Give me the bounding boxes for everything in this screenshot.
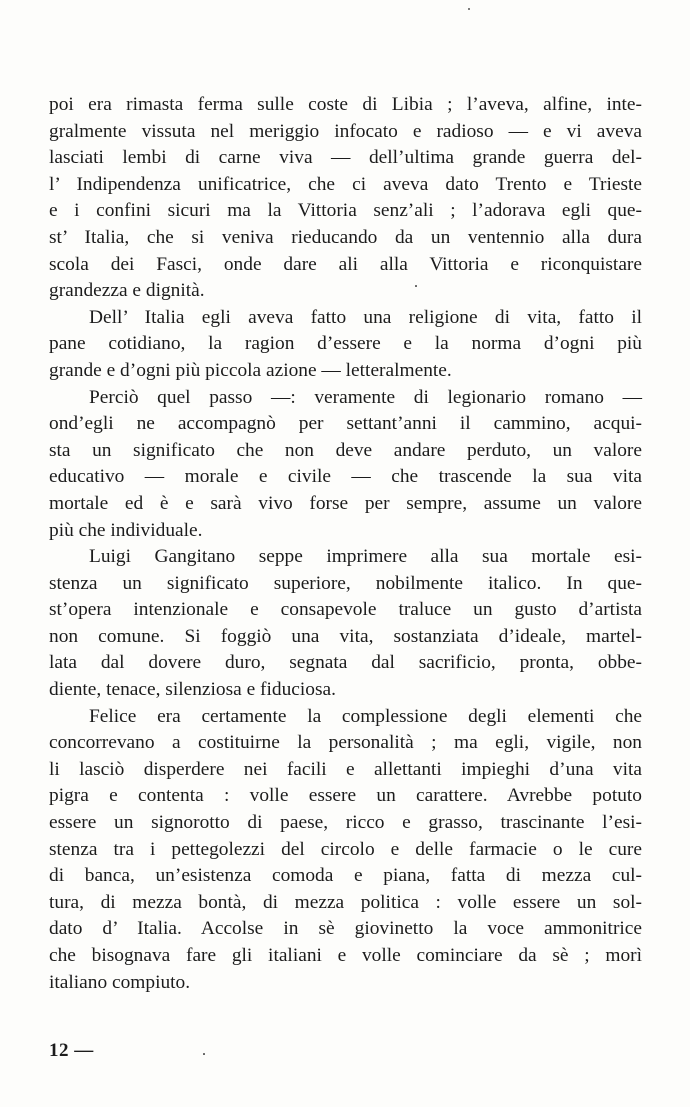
text-line: l’ Indipendenza unificatrice, che ci aveva dato Trento e Trieste (49, 173, 642, 195)
text-line: stenza tra i pettegolezzi del circolo e delle farmacie o le cure (49, 838, 642, 860)
text-line: gralmente vissuta nel meriggio infocato e radioso — e vi aveva (49, 120, 642, 142)
text-line: educativo — morale e civile — che trascende la sua vita (49, 466, 642, 488)
text-line: lasciati lembi di carne viva — dell’ultima grande guerra del- (49, 147, 642, 169)
text-line: Perciò quel passo —: veramente di legionario romano — (89, 386, 642, 408)
text-line: lata dal dovere duro, segnata dal sacrificio, pronta, obbe- (49, 652, 642, 674)
paragraph (49, 704, 642, 997)
text-line: più che individuale. (49, 519, 203, 541)
text-line: non comune. Si foggiò una vita, sostanziata d’ideale, martel- (49, 625, 642, 647)
text-line: ond’egli ne accompagnò per settant’anni il cammino, acqui- (49, 413, 642, 435)
text-line: sta un significato che non deve andare perduto, un valore (49, 439, 642, 461)
text-line: e i confini sicuri ma la Vittoria senz’ali ; l’adorava egli que- (49, 200, 642, 222)
text-line: Felice era certamente la complessione degli elementi che (89, 705, 642, 727)
paragraph (49, 92, 642, 305)
text-line: grandezza e dignità. (49, 280, 205, 302)
text-line: stenza un significato superiore, nobilmente italico. In que- (49, 572, 642, 594)
text-line: mortale ed è e sarà vivo forse per sempre, assume un valore (49, 492, 642, 514)
text-line: italiano compiuto. (49, 971, 191, 993)
text-line: essere un signorotto di paese, ricco e grasso, trascinante l’esi- (49, 812, 642, 834)
body-text (49, 92, 642, 996)
print-speck (468, 8, 470, 10)
text-line: che bisognava fare gli italiani e volle cominciare da sè ; morì (49, 945, 642, 966)
paragraph (49, 544, 642, 704)
text-line: pane cotidiano, la ragion d’essere e la norma d’ogni più (49, 333, 642, 355)
text-line: tura, di mezza bontà, di mezza politica : volle essere un sol- (49, 891, 642, 913)
text-line: di banca, un’esistenza comoda e piana, fatta di mezza cul- (49, 865, 642, 887)
text-line: st’opera intenzionale e consapevole traluce un gusto d’artista (49, 599, 642, 621)
text-line: st’ Italia, che si veniva rieducando da un ventennio alla dura (49, 226, 642, 248)
text-line: diente, tenace, silenziosa e fiduciosa. (49, 679, 336, 701)
text-line: poi era rimasta ferma sulle coste di Libia ; l’aveva, alfine, inte- (49, 94, 642, 115)
text-line: Dell’ Italia egli aveva fatto una religione di vita, fatto il (89, 306, 642, 328)
page-number: 12 — (49, 1040, 94, 1061)
text-line: concorrevano a costituirne la personalità ; ma egli, vigile, non (49, 732, 642, 754)
text-line: dato d’ Italia. Accolse in sè giovinetto la voce ammonitrice (49, 918, 642, 940)
paragraph (49, 385, 642, 545)
text-line: scola dei Fasci, onde dare ali alla Vittoria e riconquistare (49, 253, 642, 275)
text-line: grande e d’ogni più piccola azione — letteralmente. (49, 359, 452, 381)
paragraph (49, 305, 642, 385)
text-line: Luigi Gangitano seppe imprimere alla sua mortale esi- (89, 546, 642, 568)
text-line: li lasciò disperdere nei facili e allettanti impieghi d’una vita (49, 758, 642, 780)
print-speck (203, 1053, 205, 1055)
text-line: pigra e contenta : volle essere un carattere. Avrebbe potuto (49, 785, 642, 807)
